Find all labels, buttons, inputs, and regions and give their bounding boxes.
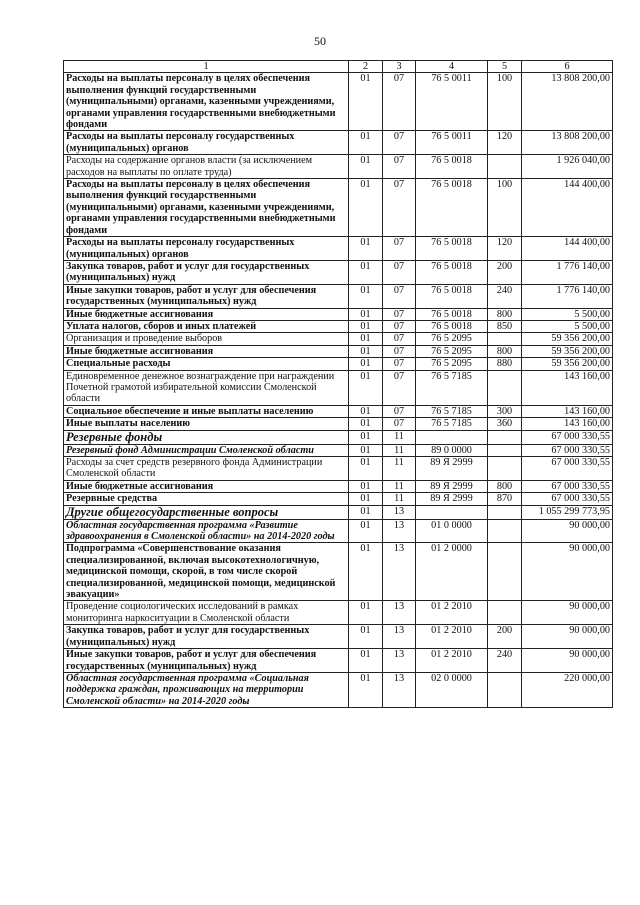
row-name-cell: Уплата налогов, сборов и иных платежей xyxy=(64,320,349,332)
row-target-article-cell xyxy=(416,430,488,444)
row-section-cell: 01 xyxy=(349,370,383,405)
row-subsection-cell: 13 xyxy=(383,519,416,543)
row-subsection-cell: 13 xyxy=(383,601,416,625)
table-row xyxy=(64,430,613,444)
row-amount-cell: 5 500,00 xyxy=(522,308,613,320)
row-target-article-cell: 02 0 0000 xyxy=(416,672,488,707)
row-subsection-cell: 07 xyxy=(383,155,416,179)
row-expense-type-cell: 360 xyxy=(488,418,522,430)
row-amount-cell: 67 000 330,55 xyxy=(522,457,613,481)
row-expense-type-cell xyxy=(488,370,522,405)
row-subsection-cell: 07 xyxy=(383,405,416,417)
row-name-cell: Резервные средства xyxy=(64,493,349,505)
row-subsection-cell: 11 xyxy=(383,480,416,492)
row-section-cell: 01 xyxy=(349,444,383,456)
row-target-article-cell: 01 2 2010 xyxy=(416,625,488,649)
row-subsection-cell: 11 xyxy=(383,444,416,456)
row-amount-cell: 144 400,00 xyxy=(522,179,613,237)
row-expense-type-cell: 800 xyxy=(488,308,522,320)
row-name-cell: Организация и проведение выборов xyxy=(64,333,349,345)
row-section-cell: 01 xyxy=(349,493,383,505)
row-section-cell: 01 xyxy=(349,625,383,649)
table-row xyxy=(64,493,613,505)
row-amount-cell: 67 000 330,55 xyxy=(522,444,613,456)
row-subsection-cell: 07 xyxy=(383,260,416,284)
row-amount-cell: 1 776 140,00 xyxy=(522,260,613,284)
row-target-article-cell: 01 2 2010 xyxy=(416,649,488,673)
row-amount-cell: 5 500,00 xyxy=(522,320,613,332)
row-expense-type-cell: 800 xyxy=(488,480,522,492)
row-section-cell: 01 xyxy=(349,260,383,284)
row-expense-type-cell xyxy=(488,444,522,456)
row-subsection-cell: 07 xyxy=(383,308,416,320)
row-section-cell: 01 xyxy=(349,237,383,261)
table-row xyxy=(64,543,613,601)
row-amount-cell: 59 356 200,00 xyxy=(522,345,613,357)
budget-table xyxy=(63,60,613,708)
row-amount-cell: 220 000,00 xyxy=(522,672,613,707)
row-subsection-cell: 07 xyxy=(383,333,416,345)
row-expense-type-cell: 240 xyxy=(488,284,522,308)
table-row xyxy=(64,649,613,673)
row-amount-cell: 90 000,00 xyxy=(522,543,613,601)
row-section-cell: 01 xyxy=(349,505,383,519)
column-header-amount: 6 xyxy=(522,61,613,73)
row-subsection-cell: 07 xyxy=(383,284,416,308)
column-header-subsection: 3 xyxy=(383,61,416,73)
row-target-article-cell: 76 5 0018 xyxy=(416,260,488,284)
row-section-cell: 01 xyxy=(349,320,383,332)
row-section-cell: 01 xyxy=(349,345,383,357)
table-row xyxy=(64,457,613,481)
row-target-article-cell: 76 5 7185 xyxy=(416,370,488,405)
row-name-cell: Социальное обеспечение и иные выплаты населению xyxy=(64,405,349,417)
row-expense-type-cell: 850 xyxy=(488,320,522,332)
row-target-article-cell xyxy=(416,505,488,519)
row-target-article-cell: 76 5 2095 xyxy=(416,345,488,357)
row-expense-type-cell: 880 xyxy=(488,358,522,370)
row-name-cell: Иные закупки товаров, работ и услуг для обеспечения государственных (муниципальных) нужд xyxy=(64,284,349,308)
row-expense-type-cell xyxy=(488,672,522,707)
row-expense-type-cell: 200 xyxy=(488,260,522,284)
column-header-expense-type: 5 xyxy=(488,61,522,73)
row-subsection-cell: 13 xyxy=(383,505,416,519)
table-row xyxy=(64,131,613,155)
row-expense-type-cell: 300 xyxy=(488,405,522,417)
table-row xyxy=(64,625,613,649)
row-name-cell: Иные закупки товаров, работ и услуг для обеспечения государственных (муниципальных) нужд xyxy=(64,649,349,673)
row-subsection-cell: 13 xyxy=(383,625,416,649)
row-expense-type-cell: 100 xyxy=(488,179,522,237)
table-header-row xyxy=(64,61,613,73)
row-name-cell: Закупка товаров, работ и услуг для государственных (муниципальных) нужд xyxy=(64,260,349,284)
row-amount-cell: 90 000,00 xyxy=(522,601,613,625)
row-section-cell: 01 xyxy=(349,405,383,417)
row-section-cell: 01 xyxy=(349,543,383,601)
row-target-article-cell: 89 Я 2999 xyxy=(416,457,488,481)
row-section-cell: 01 xyxy=(349,284,383,308)
table-row xyxy=(64,237,613,261)
row-section-cell: 01 xyxy=(349,131,383,155)
row-amount-cell: 90 000,00 xyxy=(522,649,613,673)
table-row xyxy=(64,358,613,370)
table-row xyxy=(64,405,613,417)
row-section-cell: 01 xyxy=(349,418,383,430)
row-name-cell: Расходы на выплаты персоналу государственных (муниципальных) органов xyxy=(64,237,349,261)
row-amount-cell: 143 160,00 xyxy=(522,405,613,417)
row-target-article-cell: 89 Я 2999 xyxy=(416,493,488,505)
row-amount-cell: 90 000,00 xyxy=(522,519,613,543)
row-target-article-cell: 76 5 0018 xyxy=(416,284,488,308)
row-subsection-cell: 13 xyxy=(383,649,416,673)
row-amount-cell: 144 400,00 xyxy=(522,237,613,261)
row-amount-cell: 67 000 330,55 xyxy=(522,493,613,505)
row-target-article-cell: 76 5 7185 xyxy=(416,405,488,417)
row-target-article-cell: 89 Я 2999 xyxy=(416,480,488,492)
row-expense-type-cell: 870 xyxy=(488,493,522,505)
row-subsection-cell: 13 xyxy=(383,672,416,707)
table-row xyxy=(64,284,613,308)
row-name-cell: Проведение социологических исследований в рамках мониторинга наркоситуации в Смоленской области xyxy=(64,601,349,625)
row-amount-cell: 1 055 299 773,95 xyxy=(522,505,613,519)
row-name-cell: Специальные расходы xyxy=(64,358,349,370)
table-row xyxy=(64,370,613,405)
row-section-cell: 01 xyxy=(349,308,383,320)
row-amount-cell: 1 926 040,00 xyxy=(522,155,613,179)
row-subsection-cell: 07 xyxy=(383,179,416,237)
row-subsection-cell: 13 xyxy=(383,543,416,601)
row-target-article-cell: 01 2 0000 xyxy=(416,543,488,601)
row-target-article-cell: 76 5 0011 xyxy=(416,131,488,155)
row-section-cell: 01 xyxy=(349,179,383,237)
row-expense-type-cell xyxy=(488,543,522,601)
column-header-section: 2 xyxy=(349,61,383,73)
row-name-cell: Резервный фонд Администрации Смоленской области xyxy=(64,444,349,456)
table-row xyxy=(64,73,613,131)
row-subsection-cell: 07 xyxy=(383,370,416,405)
row-target-article-cell: 01 0 0000 xyxy=(416,519,488,543)
table-row xyxy=(64,444,613,456)
row-expense-type-cell xyxy=(488,430,522,444)
row-amount-cell: 143 160,00 xyxy=(522,418,613,430)
row-subsection-cell: 07 xyxy=(383,345,416,357)
row-target-article-cell: 01 2 2010 xyxy=(416,601,488,625)
row-expense-type-cell xyxy=(488,601,522,625)
row-expense-type-cell: 200 xyxy=(488,625,522,649)
row-amount-cell: 59 356 200,00 xyxy=(522,358,613,370)
table-row xyxy=(64,155,613,179)
row-expense-type-cell: 100 xyxy=(488,73,522,131)
row-section-cell: 01 xyxy=(349,155,383,179)
column-header-name: 1 xyxy=(64,61,349,73)
row-target-article-cell: 89 0 0000 xyxy=(416,444,488,456)
table-row xyxy=(64,601,613,625)
row-name-cell: Иные бюджетные ассигнования xyxy=(64,480,349,492)
row-subsection-cell: 11 xyxy=(383,493,416,505)
row-name-cell: Областная государственная программа «Социальная поддержка граждан, проживающих на территории Смоленской области» на 2014-2020 годы xyxy=(64,672,349,707)
table-row xyxy=(64,418,613,430)
row-name-cell: Иные бюджетные ассигнования xyxy=(64,345,349,357)
row-amount-cell: 90 000,00 xyxy=(522,625,613,649)
row-amount-cell: 143 160,00 xyxy=(522,370,613,405)
row-expense-type-cell xyxy=(488,333,522,345)
row-name-cell: Расходы на выплаты персоналу государственных (муниципальных) органов xyxy=(64,131,349,155)
row-target-article-cell: 76 5 2095 xyxy=(416,358,488,370)
table-row xyxy=(64,320,613,332)
row-subsection-cell: 07 xyxy=(383,320,416,332)
row-name-cell: Расходы на содержание органов власти (за исключением расходов на выплаты по оплате труда) xyxy=(64,155,349,179)
row-expense-type-cell: 120 xyxy=(488,131,522,155)
row-expense-type-cell: 120 xyxy=(488,237,522,261)
table-row xyxy=(64,308,613,320)
row-section-cell: 01 xyxy=(349,480,383,492)
row-name-cell: Областная государственная программа «Развитие здравоохранения в Смоленской области» на 2014-2020 годы xyxy=(64,519,349,543)
row-expense-type-cell xyxy=(488,505,522,519)
row-subsection-cell: 07 xyxy=(383,358,416,370)
table-row xyxy=(64,480,613,492)
table-row xyxy=(64,333,613,345)
column-header-target-article: 4 xyxy=(416,61,488,73)
row-expense-type-cell: 240 xyxy=(488,649,522,673)
row-expense-type-cell xyxy=(488,457,522,481)
row-name-cell: Другие общегосударственные вопросы xyxy=(64,505,349,519)
row-section-cell: 01 xyxy=(349,333,383,345)
row-name-cell: Иные выплаты населению xyxy=(64,418,349,430)
table-row xyxy=(64,260,613,284)
row-section-cell: 01 xyxy=(349,358,383,370)
row-section-cell: 01 xyxy=(349,73,383,131)
row-expense-type-cell: 800 xyxy=(488,345,522,357)
row-amount-cell: 13 808 200,00 xyxy=(522,73,613,131)
row-target-article-cell: 76 5 0018 xyxy=(416,308,488,320)
row-name-cell: Расходы на выплаты персоналу в целях обеспечения выполнения функций государственными (муниципальными) органами, казенными учреждениями, органами управления государственными внебюджетными фондами xyxy=(64,179,349,237)
row-section-cell: 01 xyxy=(349,519,383,543)
table-row xyxy=(64,672,613,707)
row-amount-cell: 67 000 330,55 xyxy=(522,430,613,444)
row-section-cell: 01 xyxy=(349,672,383,707)
row-section-cell: 01 xyxy=(349,601,383,625)
row-name-cell: Расходы на выплаты персоналу в целях обеспечения выполнения функций государственными (муниципальными) органами, казенными учреждениями, органами управления государственными внебюджетными фондами xyxy=(64,73,349,131)
row-amount-cell: 67 000 330,55 xyxy=(522,480,613,492)
table-row xyxy=(64,519,613,543)
table-row xyxy=(64,179,613,237)
row-amount-cell: 1 776 140,00 xyxy=(522,284,613,308)
row-name-cell: Расходы за счет средств резервного фонда Администрации Смоленской области xyxy=(64,457,349,481)
row-section-cell: 01 xyxy=(349,457,383,481)
page-number: 50 xyxy=(314,34,326,48)
row-target-article-cell: 76 5 0018 xyxy=(416,155,488,179)
row-amount-cell: 59 356 200,00 xyxy=(522,333,613,345)
row-target-article-cell: 76 5 0011 xyxy=(416,73,488,131)
table-row xyxy=(64,505,613,519)
row-amount-cell: 13 808 200,00 xyxy=(522,131,613,155)
row-subsection-cell: 07 xyxy=(383,73,416,131)
row-target-article-cell: 76 5 0018 xyxy=(416,320,488,332)
row-target-article-cell: 76 5 2095 xyxy=(416,333,488,345)
row-subsection-cell: 07 xyxy=(383,131,416,155)
row-target-article-cell: 76 5 7185 xyxy=(416,418,488,430)
row-section-cell: 01 xyxy=(349,430,383,444)
row-target-article-cell: 76 5 0018 xyxy=(416,237,488,261)
row-section-cell: 01 xyxy=(349,649,383,673)
row-name-cell: Резервные фонды xyxy=(64,430,349,444)
row-subsection-cell: 07 xyxy=(383,418,416,430)
row-name-cell: Единовременное денежное вознаграждение при награждении Почетной грамотой избирательной комиссии Смоленской области xyxy=(64,370,349,405)
row-name-cell: Иные бюджетные ассигнования xyxy=(64,308,349,320)
row-name-cell: Закупка товаров, работ и услуг для государственных (муниципальных) нужд xyxy=(64,625,349,649)
row-target-article-cell: 76 5 0018 xyxy=(416,179,488,237)
row-subsection-cell: 07 xyxy=(383,237,416,261)
row-expense-type-cell xyxy=(488,519,522,543)
row-name-cell: Подпрограмма «Совершенствование оказания специализированной, включая высокотехнологичную, медицинской помощи, скорой, в том числе скорой специализированной, медицинской помощи, медицинской эвакуации» xyxy=(64,543,349,601)
table-row xyxy=(64,345,613,357)
row-expense-type-cell xyxy=(488,155,522,179)
row-subsection-cell: 11 xyxy=(383,430,416,444)
row-subsection-cell: 11 xyxy=(383,457,416,481)
